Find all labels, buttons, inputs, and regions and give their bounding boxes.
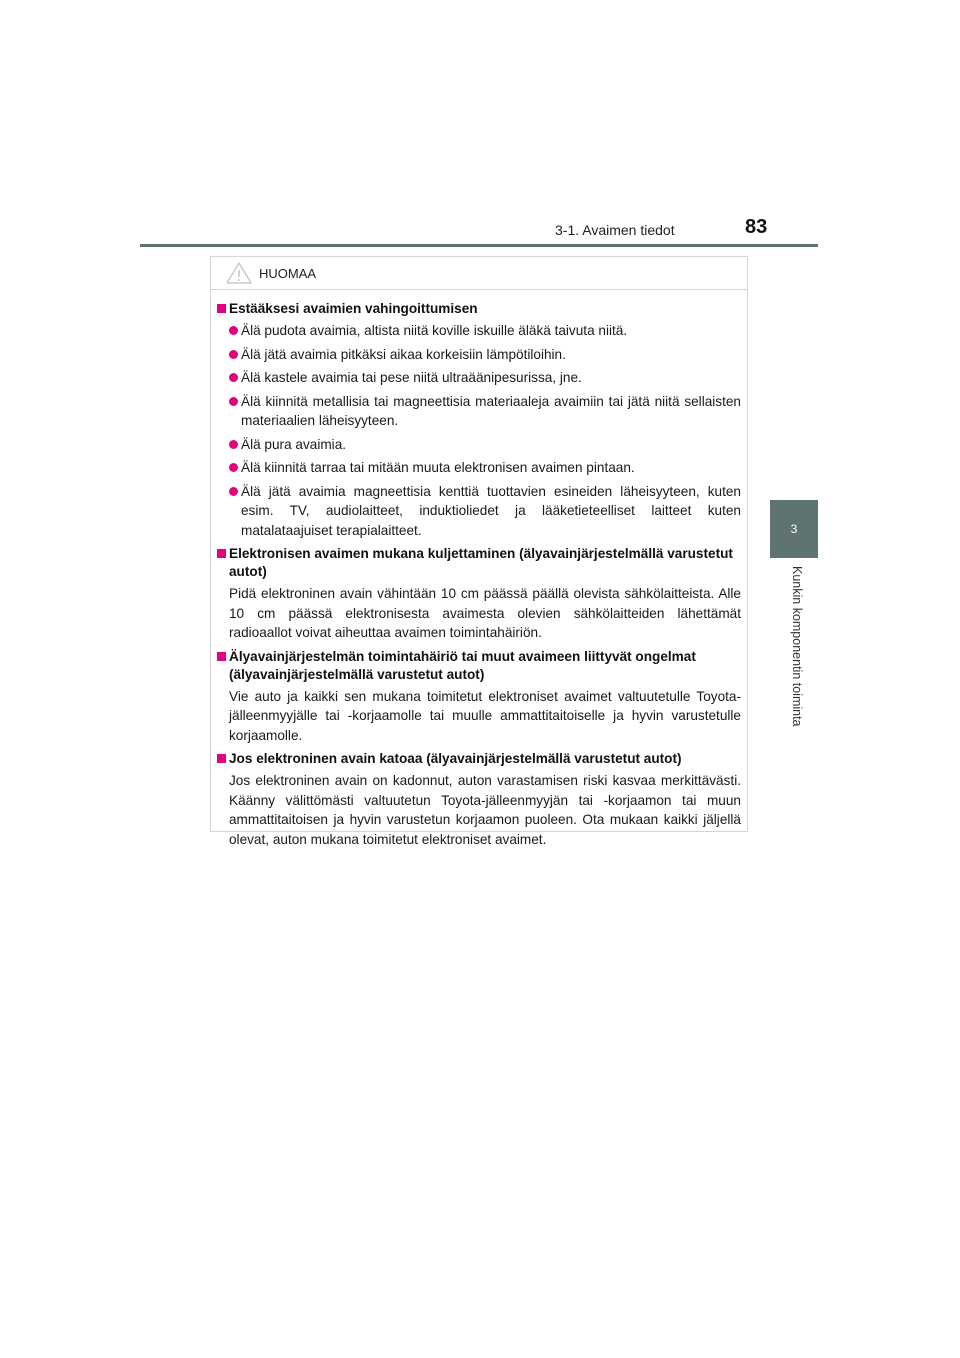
section-text: Jos elektroninen avain on kadonnut, auton varastamisen riski kasvaa merkittävästi. Käänny välittömästi valtuutetun Toyota-jälleenmyyjän tai -korjaamon tai muun ammattitaitoisen ja hyvin varustetun korjaamon puoleen. Ota mukaan kaikki jäljellä olevat, auton mukana toimitetut elektroniset avaimet. — [229, 773, 741, 847]
list-item-text: Älä pudota avaimia, altista niitä koville iskuille äläkä taivuta niitä. — [241, 323, 628, 338]
section-text: Pidä elektroninen avain vähintään 10 cm päässä päällä olevista sähkölaitteista. Alle 10 cm päässä elektronisesta avaimesta olevien sähkölaitteiden lähettämät radioaallot voivat aiheuttaa avaimen toimintahäiriön. — [229, 586, 741, 640]
section-title-text: Elektronisen avaimen mukana kuljettaminen (älyavainjärjestelmällä varustetut autot) — [229, 546, 733, 579]
round-bullet-icon — [229, 326, 238, 335]
list-item-text: Älä kiinnitä tarraa tai mitään muuta elektronisen avaimen pintaan. — [241, 460, 635, 475]
warning-triangle-icon — [225, 261, 253, 285]
section-text: Vie auto ja kaikki sen mukana toimitetut elektroniset avaimet valtuutetulle Toyota-jälleenmyyjälle tai -korjaamolle tai muulle ammattitaitoiselle ja hyvin varustetulle korjaamolle. — [229, 688, 741, 743]
caution-header — [211, 257, 747, 290]
chapter-tab[interactable] — [770, 500, 818, 558]
section-title-text: Jos elektroninen avain katoaa (älyavainjärjestelmällä varustetut autot) — [229, 751, 682, 766]
list-item — [217, 482, 741, 541]
list-item — [217, 435, 741, 455]
list-item-text: Älä jätä avaimia pitkäksi aikaa korkeisiin lämpötiloihin. — [241, 346, 566, 362]
section-malfunction — [217, 648, 741, 746]
round-bullet-icon — [229, 463, 238, 472]
list-item-text: Älä kastele avaimia tai pese niitä ultraäänipesurissa, jne. — [241, 370, 582, 385]
square-bullet-icon — [217, 549, 226, 558]
round-bullet-icon — [229, 440, 238, 449]
round-bullet-icon — [229, 373, 238, 382]
list-item-text: Älä pura avaimia. — [241, 436, 347, 452]
page-number: 83 — [745, 216, 768, 238]
caution-title: HUOMAA — [259, 265, 317, 281]
section-title — [217, 300, 741, 318]
section-title — [217, 750, 741, 768]
caution-box — [210, 256, 748, 847]
list-item — [217, 321, 741, 341]
section-prevent-damage — [217, 300, 741, 540]
section-title — [217, 648, 741, 684]
list-item — [217, 345, 741, 365]
round-bullet-icon — [229, 487, 238, 496]
section-heading: 3-1. Avaimen tiedot — [555, 222, 675, 238]
chapter-number: 3 — [790, 522, 798, 536]
section-carrying-key — [217, 545, 741, 643]
list-item-text: Älä jätä avaimia magneettisia kenttiä tuottavien esineiden läheisyyteen, kuten esim. TV, audiolaitteet, induktioliedet ja lääketieteelliset laitteet kuten matalataajuiset terapialaitteet. — [241, 483, 741, 538]
section-title — [217, 545, 741, 581]
list-item — [217, 458, 741, 478]
section-title-text: Älyavainjärjestelmän toimintahäiriö tai muut avaimeen liittyvät ongelmat (älyavainjärjestelmällä varustetut autot) — [229, 648, 696, 682]
list-item-text: Älä kiinnitä metallisia tai magneettisia materiaaleja avaimiin tai jätä niitä sellaisten materiaalien läheisyyteen. — [241, 393, 741, 428]
list-item — [217, 392, 741, 431]
chapter-title: Kunkin komponentin toiminta — [790, 566, 804, 727]
square-bullet-icon — [217, 754, 226, 763]
square-bullet-icon — [217, 652, 226, 661]
caution-body — [211, 290, 747, 849]
round-bullet-icon — [229, 397, 238, 406]
round-bullet-icon — [229, 350, 238, 359]
section-lost-key — [217, 750, 741, 849]
square-bullet-icon — [217, 304, 226, 313]
list-item — [217, 368, 741, 388]
header-rule — [140, 244, 818, 247]
section-title-text: Estääksesi avaimien vahingoittumisen — [229, 301, 478, 316]
